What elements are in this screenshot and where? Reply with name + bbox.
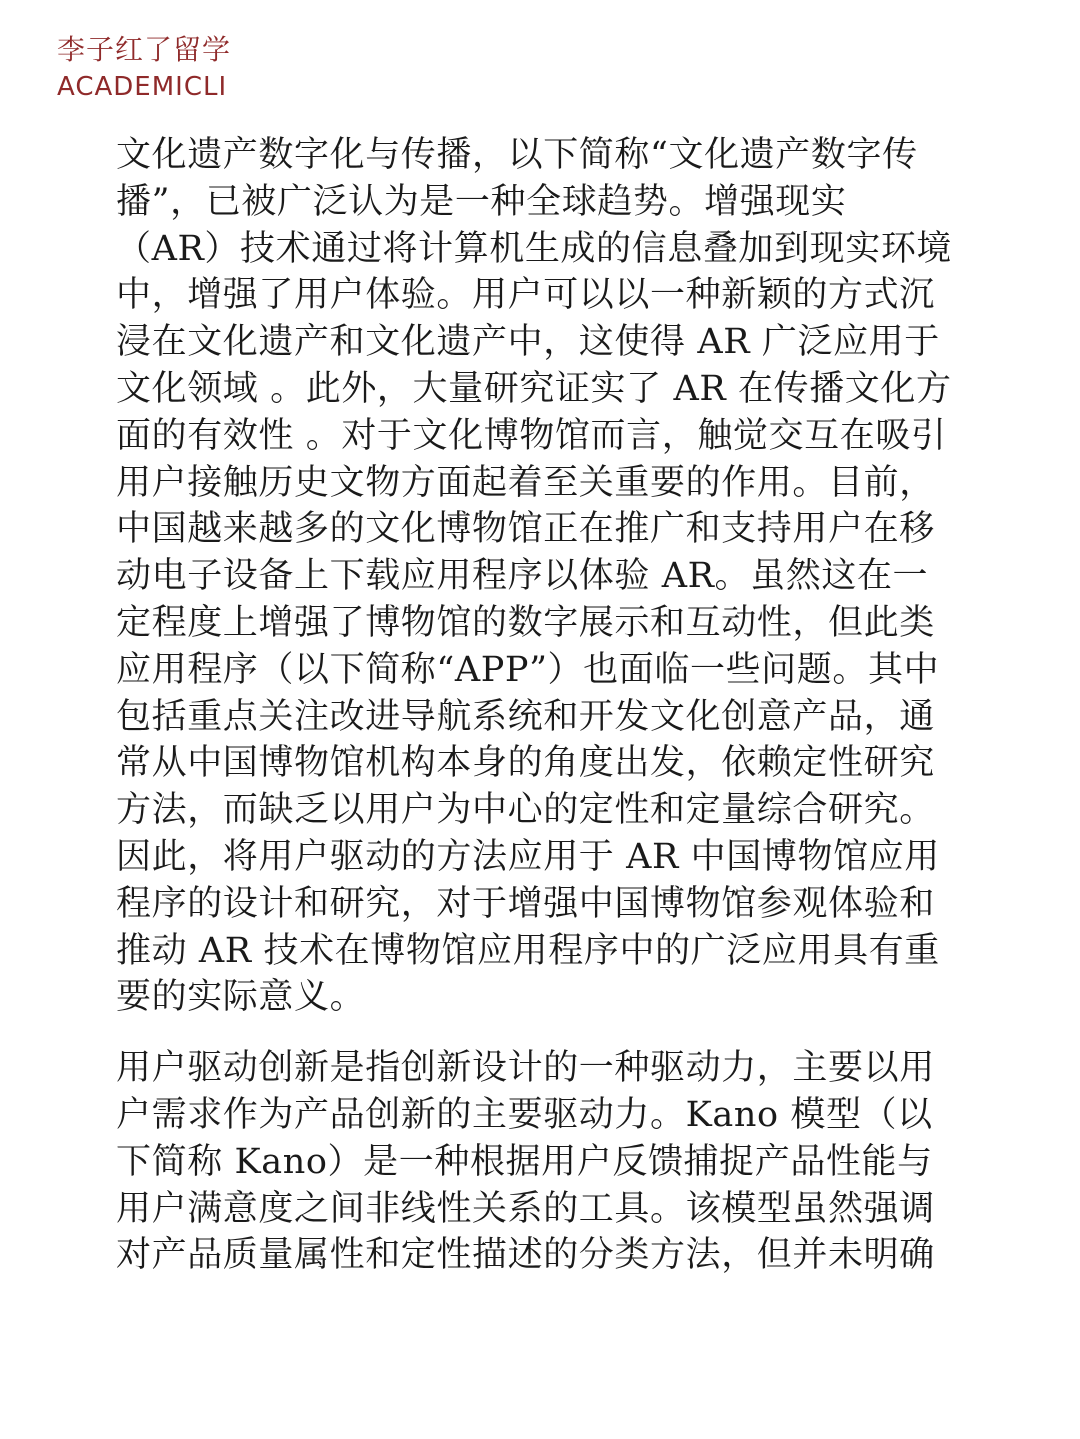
text-line: 包括重点关注改进导航系统和开发文化创意产品，通	[116, 696, 935, 737]
paragraph	[116, 132, 976, 1021]
text-line: 用户接触历史文物方面起着至关重要的作用。目前，	[116, 462, 935, 503]
brand-logo	[57, 33, 232, 102]
brand-name-english: ACADEMICLI	[57, 72, 228, 102]
text-line: 要的实际意义。	[116, 977, 366, 1018]
text-line: 播”，已被广泛认为是一种全球趋势。增强现实	[116, 181, 847, 222]
text-line: 程序的设计和研究，对于增强中国博物馆参观体验和	[116, 883, 935, 924]
paragraph	[116, 1045, 976, 1279]
text-line: 下简称 Kano）是一种根据用户反馈捕捉产品性能与	[116, 1141, 933, 1182]
text-line: 用户满意度之间非线性关系的工具。该模型虽然强调	[116, 1188, 935, 1229]
text-line: 常从中国博物馆机构本身的角度出发，依赖定性研究	[116, 743, 935, 784]
text-line: 方法，而缺乏以用户为中心的定性和定量综合研究。	[116, 790, 935, 831]
text-line: 动电子设备上下载应用程序以体验 AR。虽然这在一	[116, 556, 929, 597]
text-line: 文化领域 。此外，大量研究证实了 AR 在传播文化方	[116, 368, 952, 409]
text-line: 浸在文化遗产和文化遗产中，这使得 AR 广泛应用于	[116, 322, 940, 363]
text-line: 文化遗产数字化与传播，以下简称“文化遗产数字传	[116, 135, 918, 175]
text-line: 应用程序（以下简称“APP”）也面临一些问题。其中	[116, 649, 940, 690]
text-line: 因此，将用户驱动的方法应用于 AR 中国博物馆应用	[116, 836, 940, 877]
brand-name-chinese: 李子红了留学	[57, 33, 232, 66]
text-line: 定程度上增强了博物馆的数字展示和互动性，但此类	[116, 602, 935, 643]
text-line: 中国越来越多的文化博物馆正在推广和支持用户在移	[116, 509, 935, 550]
text-line: 面的有效性 。对于文化博物馆而言，触觉交互在吸引	[116, 415, 947, 456]
text-line: 对产品质量属性和定性描述的分类方法，但并未明确	[116, 1235, 935, 1276]
article-body	[116, 132, 976, 1303]
text-line: 推动 AR 技术在博物馆应用程序中的广泛应用具有重	[116, 930, 940, 971]
text-line: 中，增强了用户体验。用户可以以一种新颖的方式沉	[116, 275, 935, 316]
text-line: （AR）技术通过将计算机生成的信息叠加到现实环境	[116, 228, 953, 269]
text-line: 户需求作为产品创新的主要驱动力。Kano 模型（以	[116, 1094, 933, 1135]
text-line: 用户驱动创新是指创新设计的一种驱动力，主要以用	[116, 1048, 935, 1089]
